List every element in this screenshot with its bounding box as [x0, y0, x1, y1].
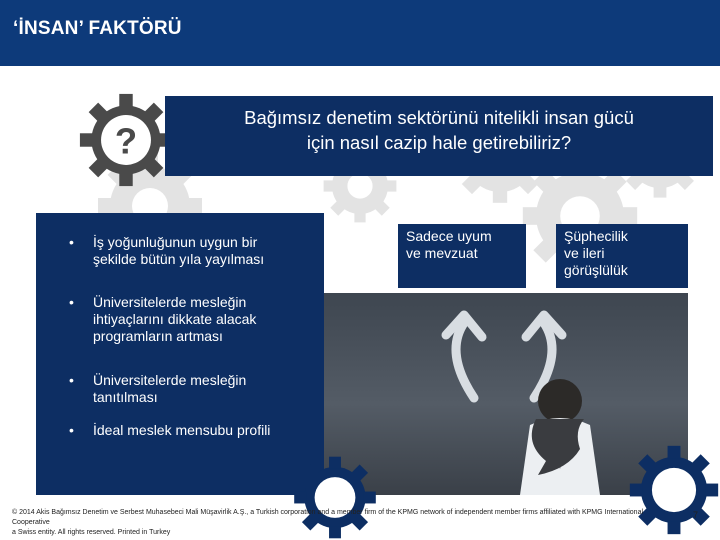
page-title: ‘İNSAN’ FAKTÖRÜ	[13, 18, 182, 39]
option-box-compliance: Sadece uyum ve mevzuat	[398, 224, 526, 288]
bullet-list	[55, 234, 325, 439]
list-item: • İş yoğunluğunun uygun bir şekilde bütün yıla yayılması	[55, 234, 325, 294]
header-bar	[0, 0, 720, 66]
footer-copyright: © 2014 Akis Bağımsız Denetim ve Serbest Muhasebeci Mali Müşavirlik A.Ş., a Turkish corporation and a member firm of the KPMG network of independent member firms affiliated with KPMG International Cooperative a Swiss entity. All rights reserved. Printed in Turkey	[12, 509, 644, 536]
question-mark: ?	[114, 120, 138, 162]
question-gear-icon	[78, 92, 174, 188]
page-number: 7	[693, 510, 699, 520]
list-item: • İdeal meslek mensubu profili	[55, 422, 325, 439]
question-line-2: için nasıl cazip hale getirebiliriz?	[306, 132, 572, 153]
list-item: • Üniversitelerde mesleğin tanıtılması	[55, 372, 325, 422]
option-box-skepticism: Şüphecilik ve ileri görüşlülük	[556, 224, 688, 288]
question-banner	[165, 96, 713, 176]
question-text	[165, 105, 713, 155]
list-item: • Üniversitelerde mesleğin ihtiyaçlarını dikkate alacak programların artması	[55, 294, 325, 372]
question-line-1: Bağımsız denetim sektörünü nitelikli insan gücü	[244, 107, 634, 128]
